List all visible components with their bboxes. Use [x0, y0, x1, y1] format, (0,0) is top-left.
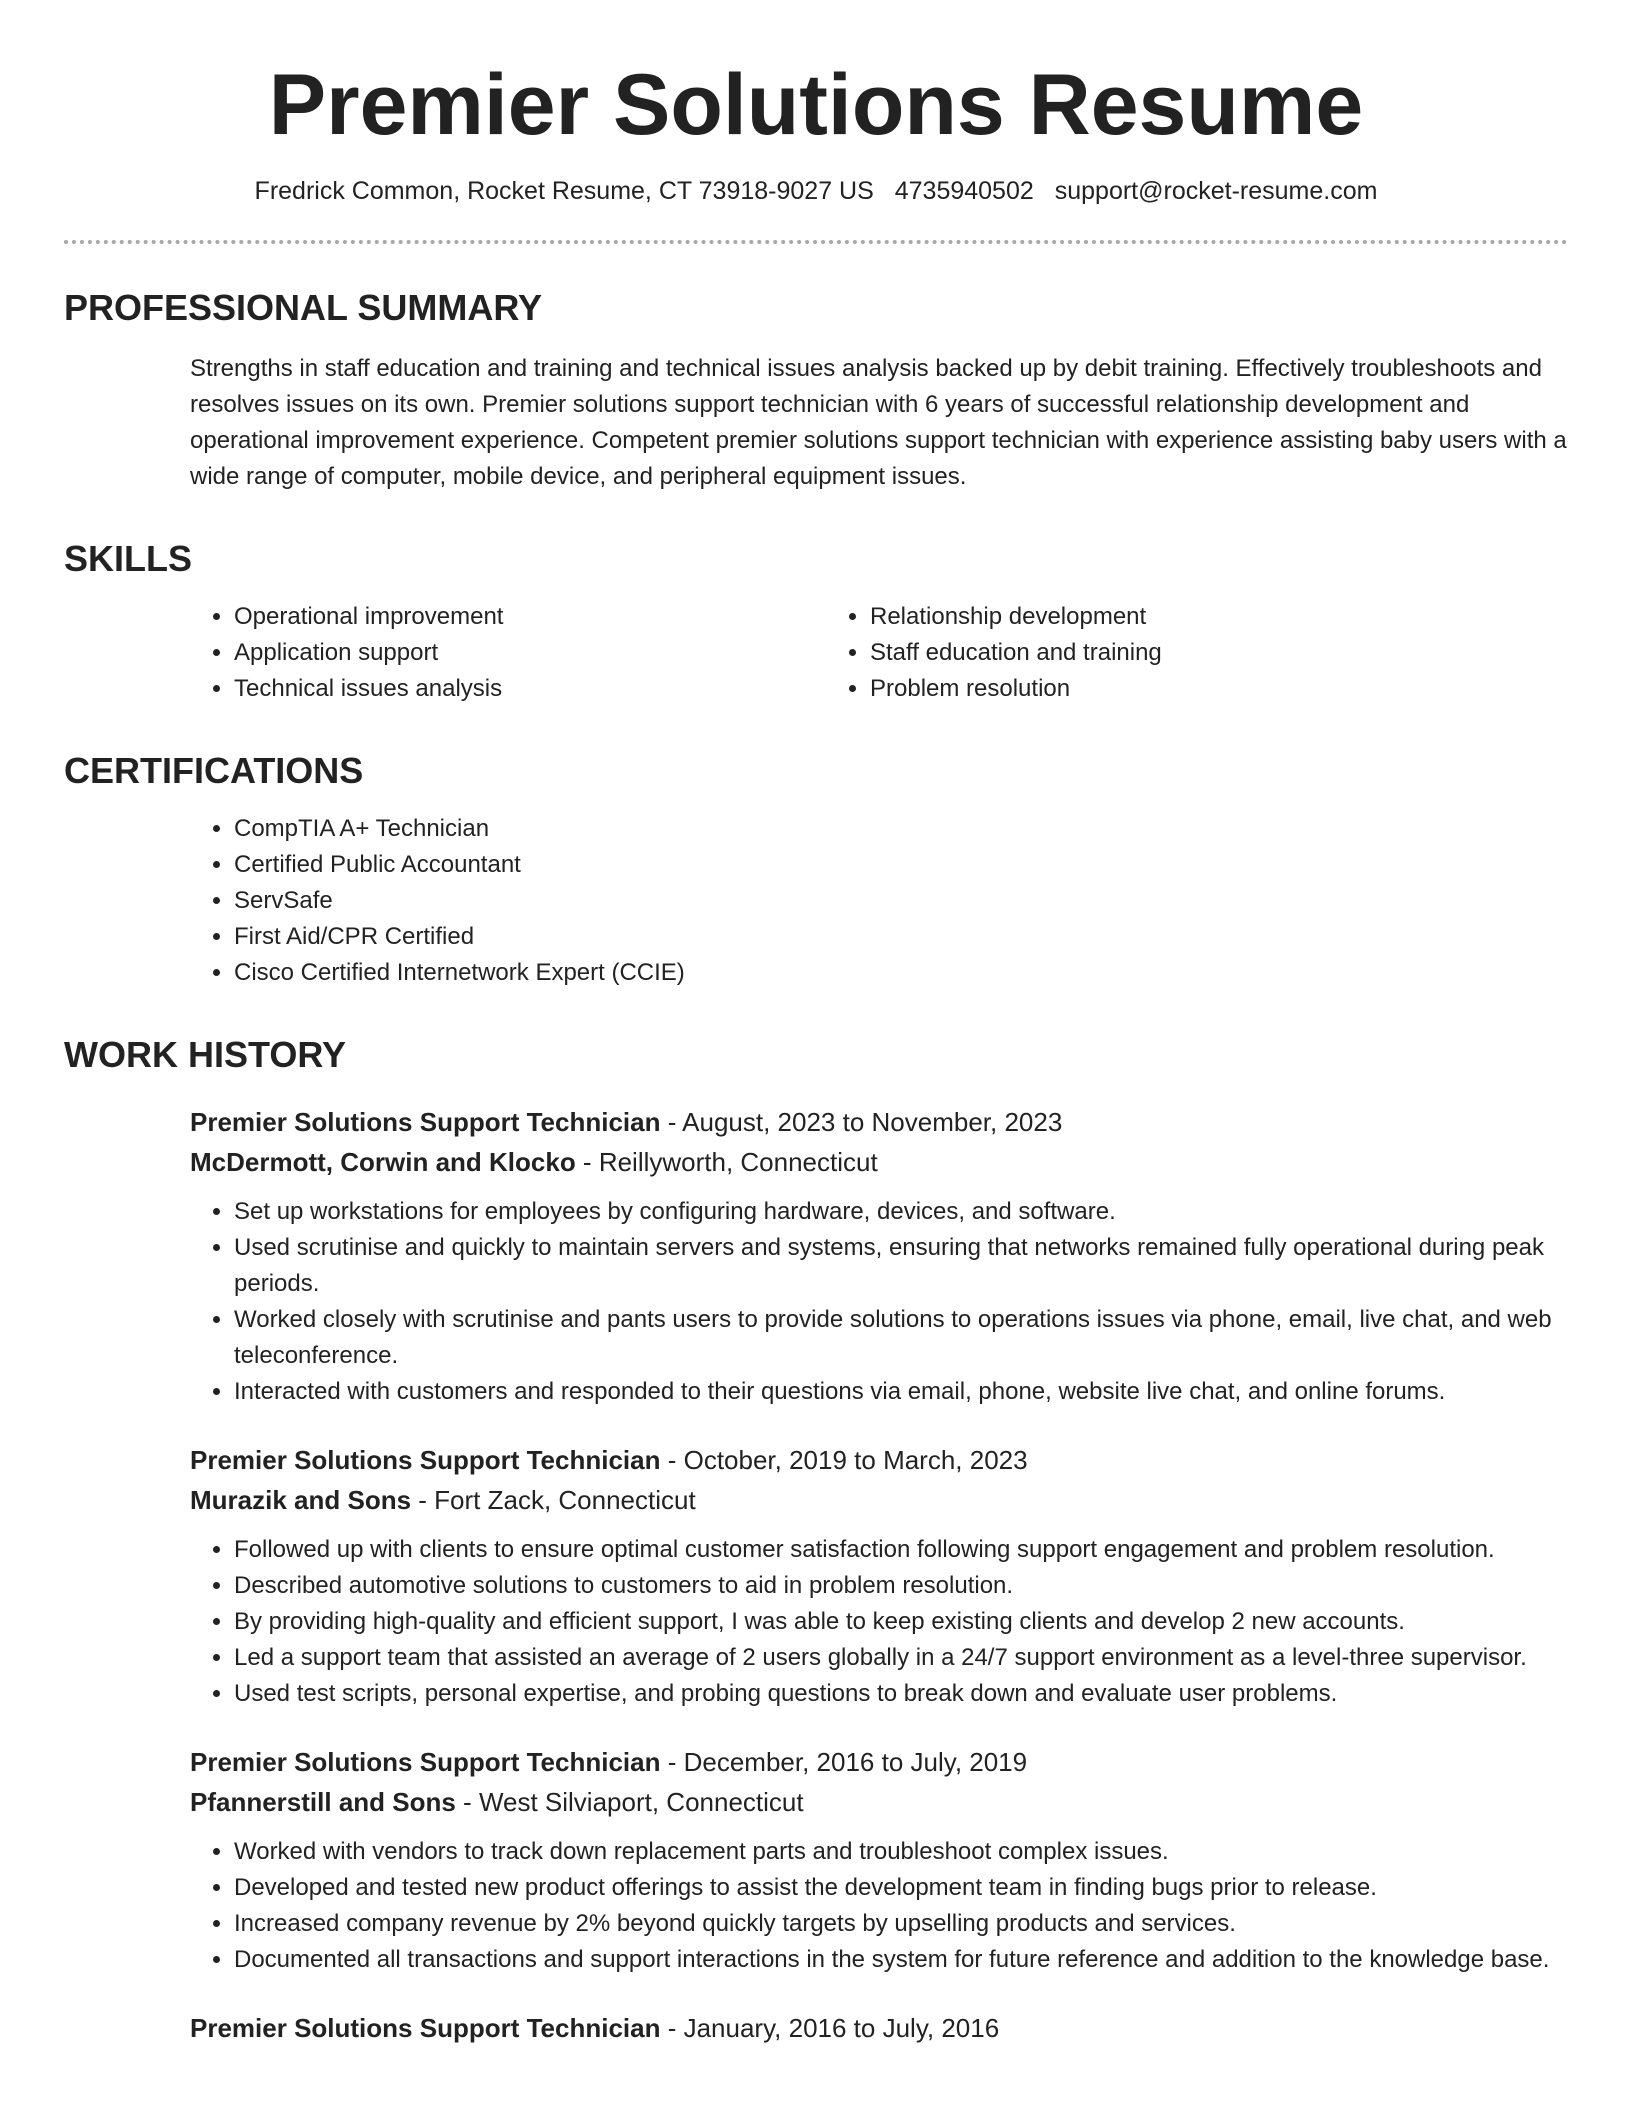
contact-phone: 4735940502 — [894, 176, 1034, 205]
job-company: Murazik and Sons — [190, 1485, 412, 1516]
job-dates: December, 2016 to July, 2019 — [683, 1747, 1028, 1778]
job-bullets — [190, 1194, 1568, 1410]
section-heading-certifications: CERTIFICATIONS — [64, 750, 364, 792]
job-bullets — [190, 1834, 1568, 1978]
skills-list-right — [826, 599, 1426, 707]
certification-item: • ServSafe — [234, 883, 1568, 919]
job-bullet: • Followed up with clients to ensure optimal customer satisfaction following support engagement and problem resolution. — [234, 1532, 1568, 1568]
job-title: Premier Solutions Support Technician — [190, 1747, 661, 1778]
job-company: McDermott, Corwin and Klocko — [190, 1147, 576, 1178]
skills-list-left — [190, 599, 826, 707]
job-bullet: • Used scrutinise and quickly to maintain servers and systems, ensuring that networks remained fully operational during peak periods. — [234, 1230, 1568, 1302]
job-title: Premier Solutions Support Technician — [190, 1445, 661, 1476]
resume-page — [64, 0, 1568, 2048]
summary-text: Strengths in staff education and training and technical issues analysis backed up by debit training. Effectively troubleshoots and resolves issues on its own. Premier solutions support technician with 6 years of successful relationship development and operational improvement experience. Competent premier solutions support technician with experience assisting baby users with a wide range of computer, mobile device, and peripheral equipment issues. — [190, 355, 1567, 491]
job-bullet: • Developed and tested new product offerings to assist the development team in finding bugs prior to release. — [234, 1870, 1568, 1906]
job-title-line: Premier Solutions Support Technician - December, 2016 to July, 2019 — [190, 1747, 1028, 1778]
contact-address: Fredrick Common, Rocket Resume, CT 73918-9027 US — [254, 176, 874, 205]
certifications-list — [190, 811, 1568, 991]
job-company: Pfannerstill and Sons — [190, 1787, 456, 1818]
certification-item: • Certified Public Accountant — [234, 847, 1568, 883]
job-location: Fort Zack, Connecticut — [434, 1485, 696, 1516]
job-bullet: • Documented all transactions and support interactions in the system for future reference and addition to the knowledge base. — [234, 1942, 1568, 1978]
page-title: Premier Solutions Resume — [268, 57, 1364, 153]
header-divider — [64, 240, 1568, 244]
job-bullet: • By providing high-quality and efficient support, I was able to keep existing clients and develop 2 new accounts. — [234, 1604, 1568, 1640]
job-entry — [190, 1742, 1568, 1978]
job-bullet: • Interacted with customers and responded to their questions via email, phone, website live chat, and online forums. — [234, 1374, 1568, 1410]
job-title-line: Premier Solutions Support Technician - August, 2023 to November, 2023 — [190, 1107, 1063, 1138]
skill-item: • Staff education and training — [870, 635, 1426, 671]
job-company-line: Pfannerstill and Sons - West Silviaport, Connecticut — [190, 1787, 804, 1818]
job-title-line: Premier Solutions Support Technician - January, 2016 to July, 2016 — [190, 2013, 1000, 2044]
job-bullet: • Worked closely with scrutinise and pants users to provide solutions to operations issues via phone, email, live chat, and web teleconference. — [234, 1302, 1568, 1374]
job-bullets — [190, 1532, 1568, 1712]
certification-item: • First Aid/CPR Certified — [234, 919, 1568, 955]
job-bullet: • Increased company revenue by 2% beyond quickly targets by upselling products and services. — [234, 1906, 1568, 1942]
certification-item: • Cisco Certified Internetwork Expert (CCIE) — [234, 955, 1568, 991]
job-title: Premier Solutions Support Technician — [190, 1107, 661, 1138]
section-heading-summary: PROFESSIONAL SUMMARY — [64, 286, 543, 328]
job-bullet: • Described automotive solutions to customers to aid in problem resolution. — [234, 1568, 1568, 1604]
skill-item: • Problem resolution — [870, 671, 1426, 707]
certification-item: • CompTIA A+ Technician — [234, 811, 1568, 847]
job-company-line: McDermott, Corwin and Klocko - Reillyworth, Connecticut — [190, 1147, 878, 1178]
job-bullet: • Set up workstations for employees by configuring hardware, devices, and software. — [234, 1194, 1568, 1230]
section-heading-work-history: WORK HISTORY — [64, 1033, 347, 1075]
job-dates: January, 2016 to July, 2016 — [683, 2013, 1000, 2044]
skill-item: • Technical issues analysis — [234, 671, 826, 707]
skills-columns — [64, 599, 1568, 707]
job-location: West Silviaport, Connecticut — [478, 1787, 804, 1818]
job-title: Premier Solutions Support Technician — [190, 2013, 661, 2044]
job-entry — [190, 1440, 1568, 1712]
job-entry — [190, 1102, 1568, 1410]
contact-line — [64, 177, 1568, 206]
job-dates: October, 2019 to March, 2023 — [683, 1445, 1028, 1476]
job-location: Reillyworth, Connecticut — [598, 1147, 878, 1178]
contact-email: support@rocket-resume.com — [1054, 176, 1378, 205]
skill-item: • Operational improvement — [234, 599, 826, 635]
job-dates: August, 2023 to November, 2023 — [682, 1107, 1063, 1138]
job-bullet: • Used test scripts, personal expertise, and probing questions to break down and evaluate user problems. — [234, 1676, 1568, 1712]
job-company-line: Murazik and Sons - Fort Zack, Connecticut — [190, 1485, 696, 1516]
skill-item: • Relationship development — [870, 599, 1426, 635]
skill-item: • Application support — [234, 635, 826, 671]
job-title-line: Premier Solutions Support Technician - October, 2019 to March, 2023 — [190, 1445, 1028, 1476]
section-heading-skills: SKILLS — [64, 538, 193, 580]
job-bullet: • Worked with vendors to track down replacement parts and troubleshoot complex issues. — [234, 1834, 1568, 1870]
job-entry — [190, 2008, 1568, 2048]
job-bullet: • Led a support team that assisted an average of 2 users globally in a 24/7 support environment as a level-three supervisor. — [234, 1640, 1568, 1676]
